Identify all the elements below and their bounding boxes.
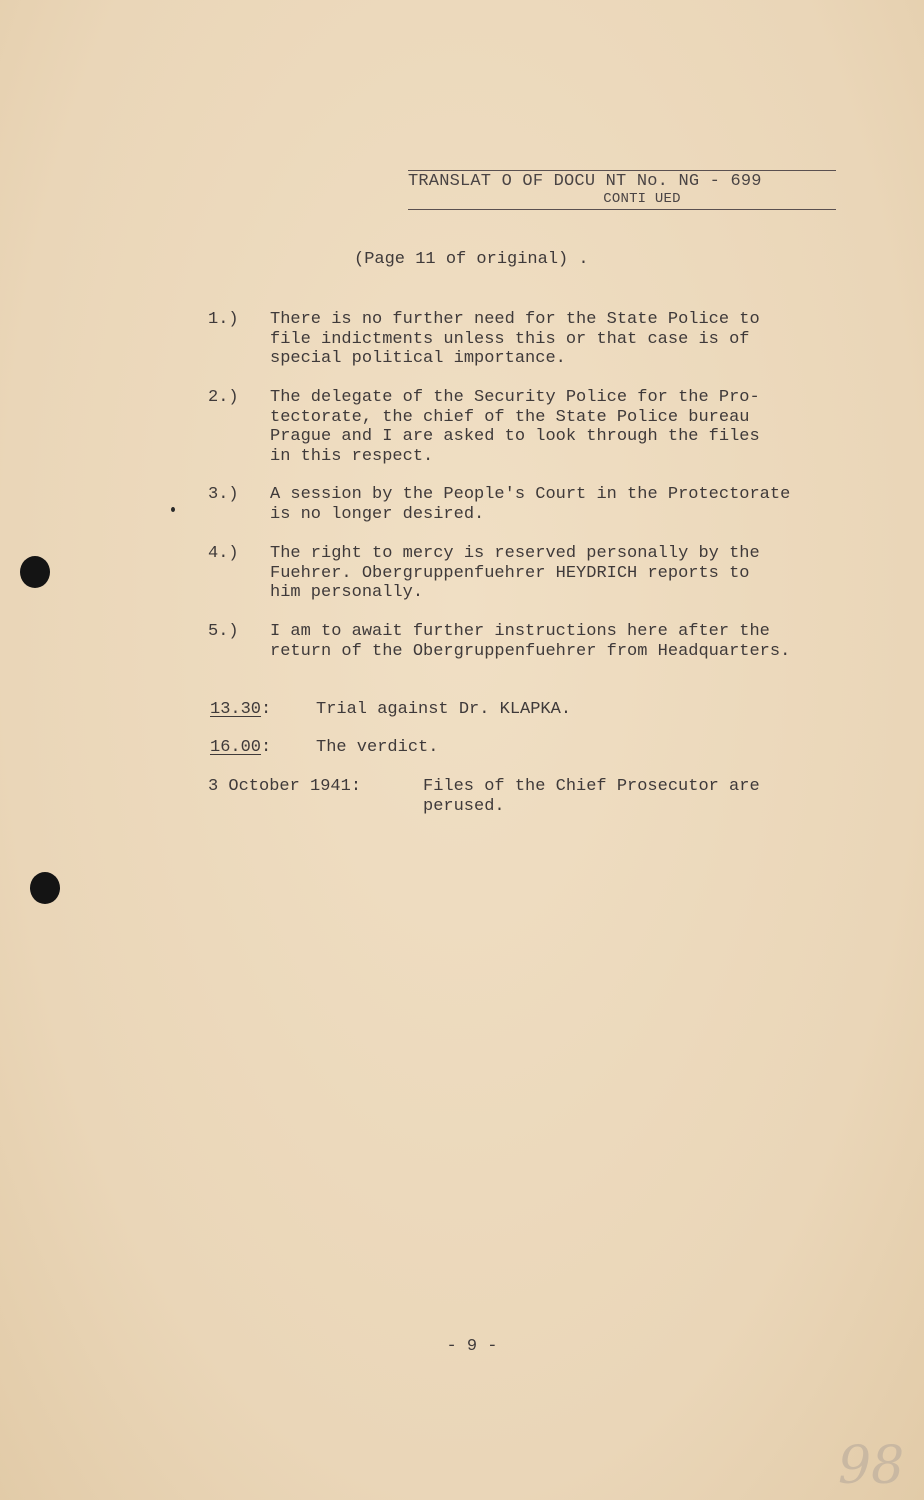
header-continued: CONTI UED [408, 191, 836, 210]
date-entry [208, 777, 848, 816]
entry-text: Files of the Chief Prosecutor are perused. [423, 777, 760, 816]
item-text: A session by the People's Court in the Protectorate is no longer desired. [270, 485, 791, 524]
item-number: 4.) [208, 544, 239, 563]
list-item [208, 622, 888, 661]
entry-time-suffix: : [261, 700, 272, 719]
item-text: There is no further need for the State Police to file indictments unless this or that case is of special political importance. [270, 310, 760, 368]
item-text: The delegate of the Security Police for the Pro- tectorate, the chief of the State Police bureau Prague and I are asked to look through the files in this respect. [270, 388, 760, 466]
page-number: - 9 - [446, 1337, 498, 1356]
list-item [208, 485, 888, 524]
entry-time-suffix: : [261, 738, 272, 757]
document-header [408, 170, 836, 210]
item-number: 3.) [208, 485, 239, 504]
entry-date: 3 October 1941: [208, 777, 362, 796]
list-item [208, 544, 888, 603]
list-item [208, 388, 888, 466]
ink-speck [171, 507, 175, 512]
entry-text: Trial against Dr. KLAPKA. [316, 700, 572, 719]
punch-hole-top [20, 556, 50, 588]
time-entry [210, 738, 439, 758]
entry-text: The verdict. [316, 738, 439, 757]
item-number: 1.) [208, 310, 239, 329]
punch-hole-bottom [30, 872, 60, 904]
header-title: TRANSLAT O OF DOCU NT No. NG - 699 [408, 170, 836, 191]
item-text: I am to await further instructions here after the return of the Obergruppenfuehrer from Headquarters. [270, 622, 791, 661]
item-number: 5.) [208, 622, 239, 641]
list-item [208, 310, 888, 369]
entry-time: 13.30 [210, 700, 262, 719]
time-entry [210, 700, 572, 720]
item-number: 2.) [208, 388, 239, 407]
original-page-reference: (Page 11 of original) . [354, 250, 589, 269]
entry-time: 16.00 [210, 738, 262, 757]
handwritten-folio-number: 98 [838, 1436, 905, 1496]
item-text: The right to mercy is reserved personally by the Fuehrer. Obergruppenfuehrer HEYDRICH reports to him personally. [270, 544, 760, 602]
